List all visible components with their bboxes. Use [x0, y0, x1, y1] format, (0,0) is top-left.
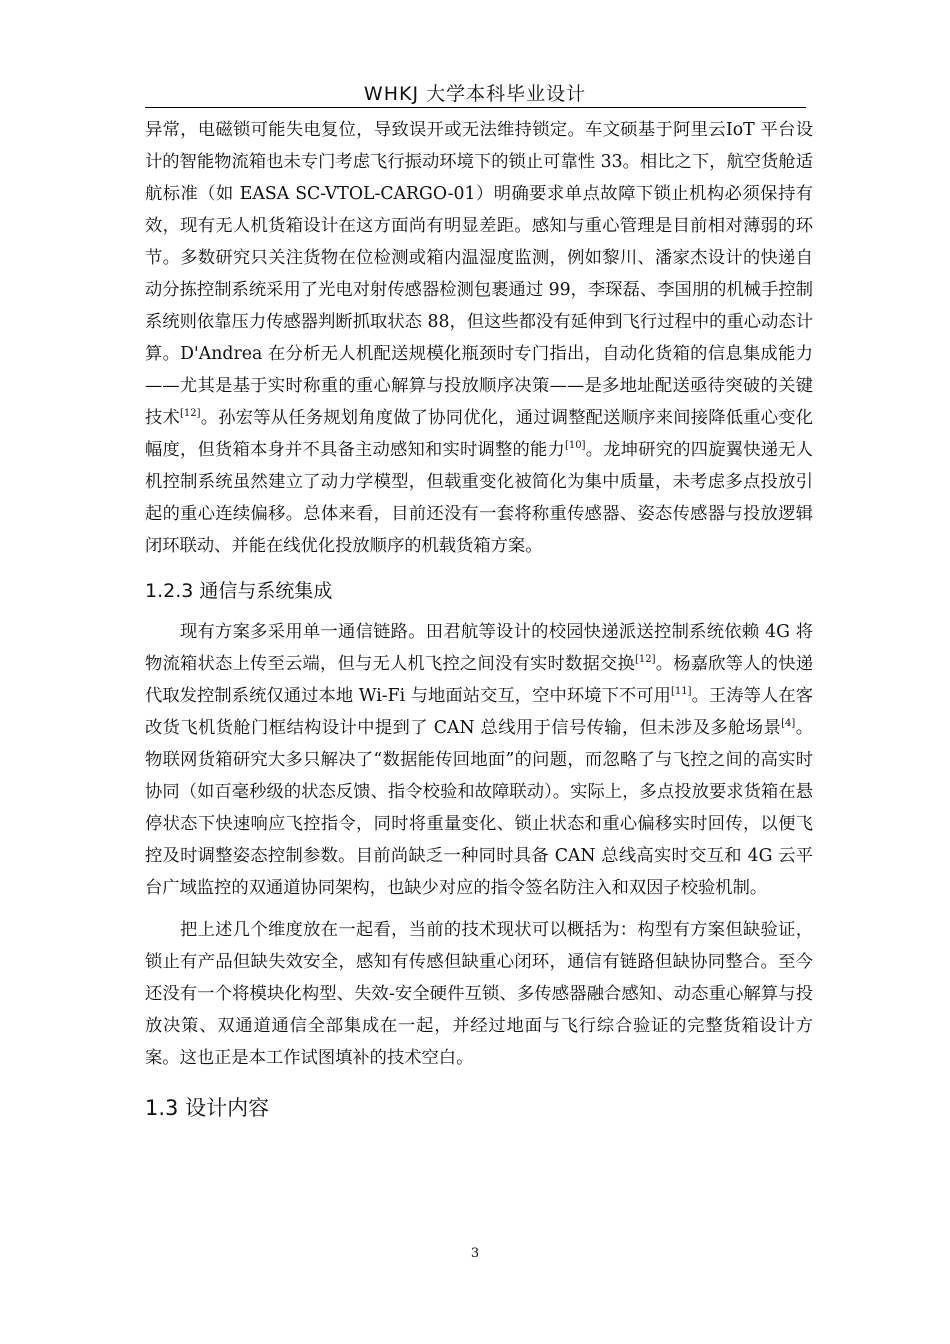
citation: [12] — [180, 408, 201, 419]
paragraph-gap — [145, 904, 813, 914]
section-heading-1-2-3: 1.2.3 通信与系统集成 — [145, 580, 333, 602]
citation: [10] — [564, 440, 586, 451]
citation: [4] — [781, 718, 796, 729]
citation: [11] — [670, 686, 692, 697]
paragraph-communication: 现有方案多采用单一通信链路。田君航等设计的校园快递派送控制系统依赖 4G 将物流箱状态上传至云端，但与无人机飞控之间没有实时数据交换[12]。杨嘉欣等人的快递代取发控制系统仅通过本地 Wi-Fi 与地面站交互，空中环境下不可用[11]。王涛等人在客改货飞机货舱门框结构设计中提到了 CAN 总线用于信号传输，但未涉及多舱场景[4]。物联网货箱研究大多只解决了“数据能传回地面”的问题，而忽略了与飞控之间的高实时协同（如百毫秒级的状态反馈、指令校验和故障联动）。实际上，多点投放要求货箱在悬停状态下快速响应飞控指令，同时将重量变化、锁止状态和重心偏移实时回传，以便飞控及时调整姿态控制参数。目前尚缺乏一种同时具备 CAN 总线高实时交互和 4G 云平台广域监控的双通道协同架构，也缺少对应的指令签名防注入和双因子校验机制。 — [145, 622, 813, 898]
page-header-title: WHKJ 大学本科毕业设计 — [363, 83, 587, 105]
section-heading-1-3: 1.3 设计内容 — [145, 1096, 270, 1120]
paragraph-summary: 把上述几个维度放在一起看，当前的技术现状可以概括为：构型有方案但缺验证，锁止有产品但缺失效安全，感知有传感但缺重心闭环，通信有链路但缺协同整合。至今还没有一个将模块化构型、失效-安全硬件互锁、多传感器融合感知、动态重心解算与投放决策、双通道通信全部集成在一起，并经过地面与飞行综合验证的完整货箱设计方案。这也正是本工作试图填补的技术空白。 — [145, 920, 813, 1068]
page-number: 3 — [470, 1246, 480, 1261]
body-text — [145, 114, 813, 1124]
header-rule — [145, 107, 806, 108]
paragraph-continued: 异常，电磁锁可能失电复位，导致误开或无法维持锁定。车文硕基于阿里云IoT 平台设计的智能物流箱也未专门考虑飞行振动环境下的锁止可靠性 33。相比之下，航空货舱适航标准（如 EASA SC-VTOL-CARGO-01）明确要求单点故障下锁止机构必须保持有效，现有无人机货箱设计在这方面尚有明显差距。感知与重心管理是目前相对薄弱的环节。多数研究只关注货物在位检测或箱内温湿度监测，例如黎川、潘家杰设计的快递自动分拣控制系统采用了光电对射传感器检测包裹通过 99，李琛磊、李国朋的机械手控制系统则依靠压力传感器判断抓取状态 88，但这些都没有延伸到飞行过程中的重心动态计算。D'Andrea 在分析无人机配送规模化瓶颈时专门指出，自动化货箱的信息集成能力——尤其是基于实时称重的重心解算与投放顺序决策——是多地址配送亟待突破的关键技术[12]。孙宏等从任务规划角度做了协同优化，通过调整配送顺序来间接降低重心变化幅度，但货箱本身并不具备主动感知和实时调整的能力[10]。龙坤研究的四旋翼快递无人机控制系统虽然建立了动力学模型，但载重变化被简化为集中质量，未考虑多点投放引起的重心连续偏移。总体来看，目前还没有一套将称重传感器、姿态传感器与投放逻辑闭环联动、并能在线优化投放顺序的机载货箱方案。 — [145, 120, 813, 556]
citation: [12] — [634, 654, 656, 665]
